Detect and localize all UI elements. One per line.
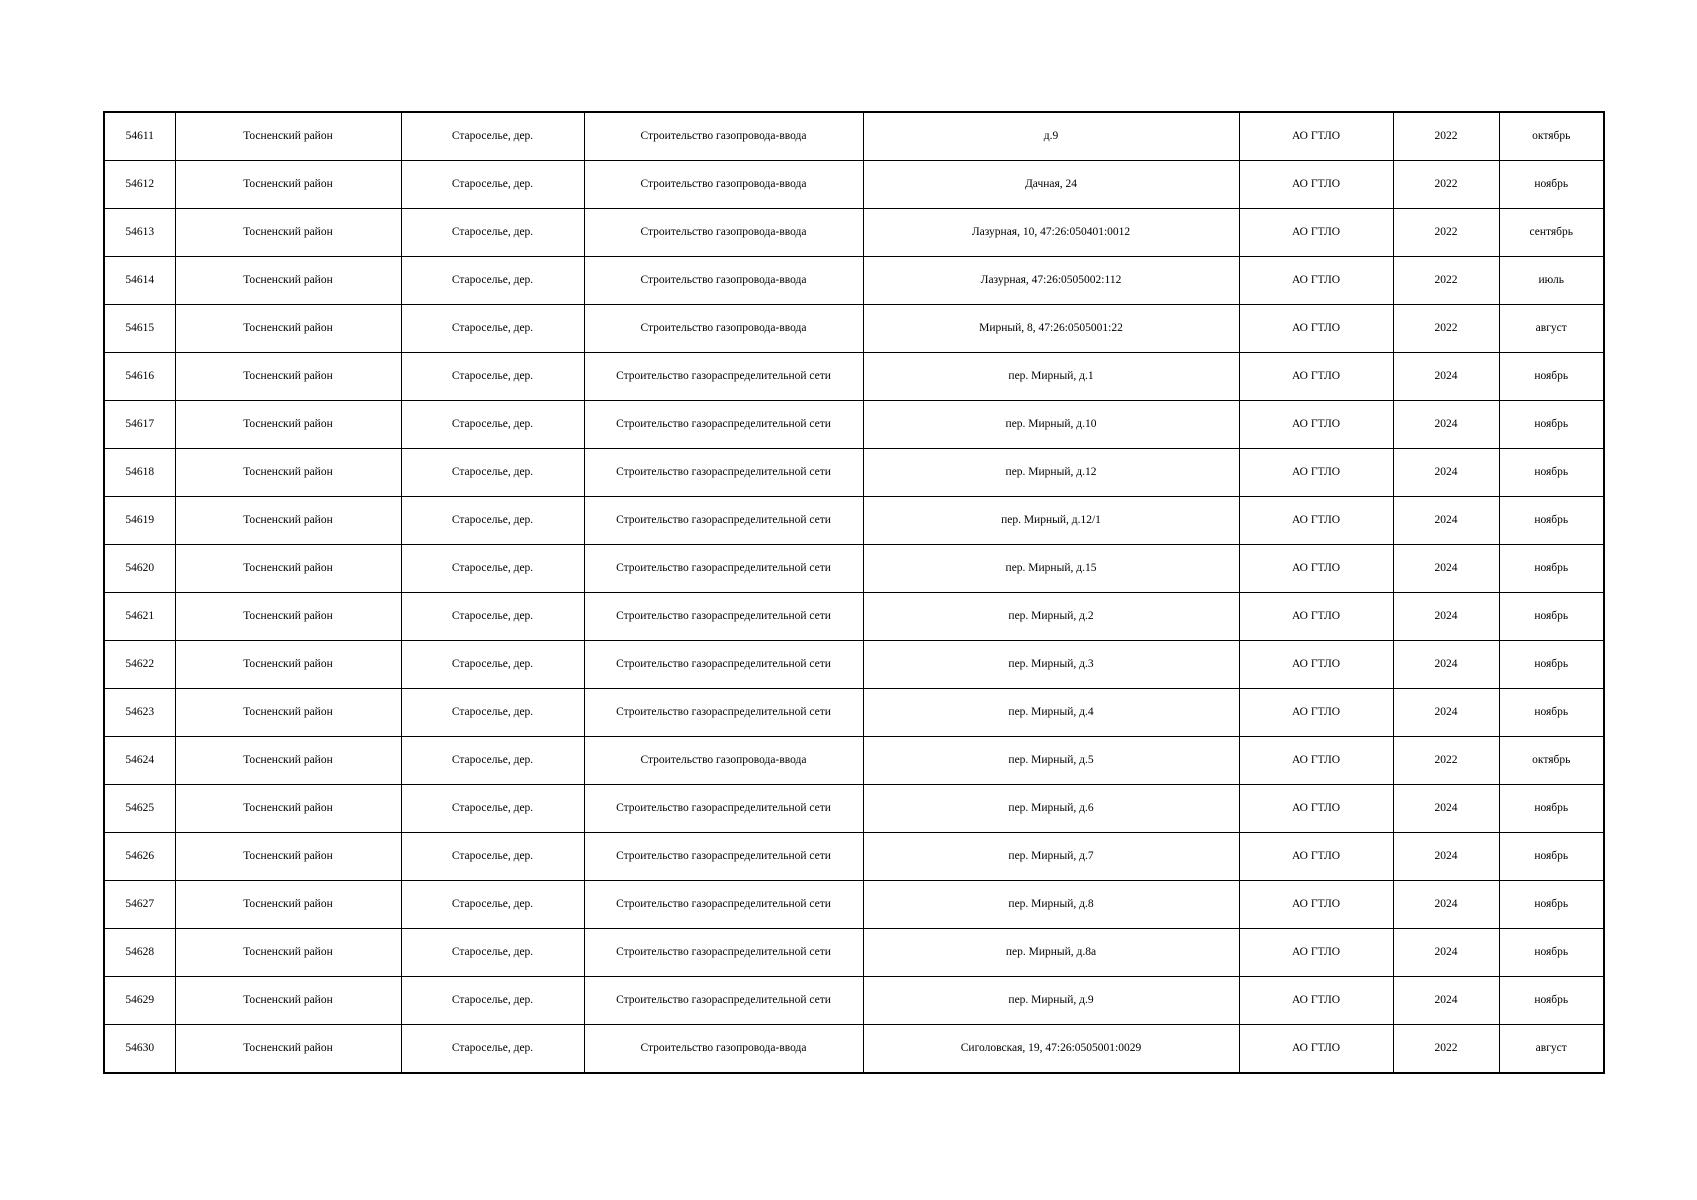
address-cell: Мирный, 8, 47:26:0505001:22	[863, 305, 1239, 353]
month-cell: август	[1499, 305, 1604, 353]
object-number-cell: 54614	[104, 257, 175, 305]
district-cell: Тосненский район	[175, 257, 401, 305]
organization-cell: АО ГТЛО	[1239, 497, 1393, 545]
settlement-cell: Староселье, дер.	[401, 209, 584, 257]
table-row	[104, 929, 1604, 977]
gasification-schedule-table	[103, 111, 1605, 1074]
organization-cell: АО ГТЛО	[1239, 401, 1393, 449]
table-row	[104, 641, 1604, 689]
settlement-cell: Староселье, дер.	[401, 881, 584, 929]
month-cell: ноябрь	[1499, 593, 1604, 641]
district-cell: Тосненский район	[175, 929, 401, 977]
table-row	[104, 881, 1604, 929]
settlement-cell: Староселье, дер.	[401, 1025, 584, 1074]
settlement-cell: Староселье, дер.	[401, 737, 584, 785]
address-cell: Лазурная, 10, 47:26:050401:0012	[863, 209, 1239, 257]
district-cell: Тосненский район	[175, 305, 401, 353]
work-type-cell: Строительство газопровода-ввода	[584, 257, 863, 305]
address-cell: пер. Мирный, д.4	[863, 689, 1239, 737]
address-cell: Дачная, 24	[863, 161, 1239, 209]
address-cell: пер. Мирный, д.15	[863, 545, 1239, 593]
organization-cell: АО ГТЛО	[1239, 881, 1393, 929]
settlement-cell: Староселье, дер.	[401, 449, 584, 497]
table-row	[104, 209, 1604, 257]
district-cell: Тосненский район	[175, 545, 401, 593]
object-number-cell: 54627	[104, 881, 175, 929]
year-cell: 2022	[1393, 209, 1499, 257]
work-type-cell: Строительство газораспределительной сети	[584, 977, 863, 1025]
table-row	[104, 689, 1604, 737]
settlement-cell: Староселье, дер.	[401, 305, 584, 353]
address-cell: пер. Мирный, д.3	[863, 641, 1239, 689]
object-number-cell: 54618	[104, 449, 175, 497]
object-number-cell: 54629	[104, 977, 175, 1025]
organization-cell: АО ГТЛО	[1239, 112, 1393, 161]
table-row	[104, 977, 1604, 1025]
month-cell: ноябрь	[1499, 545, 1604, 593]
work-type-cell: Строительство газопровода-ввода	[584, 1025, 863, 1074]
district-cell: Тосненский район	[175, 353, 401, 401]
work-type-cell: Строительство газораспределительной сети	[584, 593, 863, 641]
settlement-cell: Староселье, дер.	[401, 401, 584, 449]
table-row	[104, 161, 1604, 209]
year-cell: 2024	[1393, 929, 1499, 977]
work-type-cell: Строительство газораспределительной сети	[584, 401, 863, 449]
month-cell: ноябрь	[1499, 641, 1604, 689]
address-cell: пер. Мирный, д.10	[863, 401, 1239, 449]
month-cell: ноябрь	[1499, 833, 1604, 881]
organization-cell: АО ГТЛО	[1239, 161, 1393, 209]
month-cell: ноябрь	[1499, 161, 1604, 209]
address-cell: пер. Мирный, д.9	[863, 977, 1239, 1025]
month-cell: ноябрь	[1499, 785, 1604, 833]
month-cell: ноябрь	[1499, 689, 1604, 737]
district-cell: Тосненский район	[175, 977, 401, 1025]
object-number-cell: 54625	[104, 785, 175, 833]
district-cell: Тосненский район	[175, 497, 401, 545]
district-cell: Тосненский район	[175, 737, 401, 785]
work-type-cell: Строительство газораспределительной сети	[584, 545, 863, 593]
year-cell: 2024	[1393, 881, 1499, 929]
district-cell: Тосненский район	[175, 161, 401, 209]
object-number-cell: 54626	[104, 833, 175, 881]
settlement-cell: Староселье, дер.	[401, 497, 584, 545]
address-cell: пер. Мирный, д.7	[863, 833, 1239, 881]
table-row	[104, 1025, 1604, 1074]
month-cell: август	[1499, 1025, 1604, 1074]
year-cell: 2024	[1393, 497, 1499, 545]
organization-cell: АО ГТЛО	[1239, 785, 1393, 833]
district-cell: Тосненский район	[175, 641, 401, 689]
district-cell: Тосненский район	[175, 209, 401, 257]
table-row	[104, 353, 1604, 401]
object-number-cell: 54624	[104, 737, 175, 785]
district-cell: Тосненский район	[175, 112, 401, 161]
month-cell: сентябрь	[1499, 209, 1604, 257]
table-row	[104, 112, 1604, 161]
table-row	[104, 449, 1604, 497]
organization-cell: АО ГТЛО	[1239, 449, 1393, 497]
district-cell: Тосненский район	[175, 1025, 401, 1074]
district-cell: Тосненский район	[175, 401, 401, 449]
month-cell: октябрь	[1499, 112, 1604, 161]
object-number-cell: 54619	[104, 497, 175, 545]
table-body	[104, 112, 1604, 1073]
year-cell: 2022	[1393, 305, 1499, 353]
month-cell: ноябрь	[1499, 449, 1604, 497]
organization-cell: АО ГТЛО	[1239, 689, 1393, 737]
district-cell: Тосненский район	[175, 785, 401, 833]
settlement-cell: Староселье, дер.	[401, 641, 584, 689]
organization-cell: АО ГТЛО	[1239, 257, 1393, 305]
year-cell: 2024	[1393, 689, 1499, 737]
year-cell: 2024	[1393, 785, 1499, 833]
year-cell: 2024	[1393, 449, 1499, 497]
address-cell: пер. Мирный, д.12	[863, 449, 1239, 497]
organization-cell: АО ГТЛО	[1239, 833, 1393, 881]
work-type-cell: Строительство газораспределительной сети	[584, 353, 863, 401]
year-cell: 2024	[1393, 593, 1499, 641]
table-row	[104, 401, 1604, 449]
object-number-cell: 54620	[104, 545, 175, 593]
month-cell: ноябрь	[1499, 977, 1604, 1025]
organization-cell: АО ГТЛО	[1239, 929, 1393, 977]
work-type-cell: Строительство газораспределительной сети	[584, 641, 863, 689]
table-row	[104, 833, 1604, 881]
table-row	[104, 593, 1604, 641]
object-number-cell: 54621	[104, 593, 175, 641]
work-type-cell: Строительство газораспределительной сети	[584, 881, 863, 929]
month-cell: ноябрь	[1499, 497, 1604, 545]
district-cell: Тосненский район	[175, 689, 401, 737]
work-type-cell: Строительство газопровода-ввода	[584, 209, 863, 257]
table-row	[104, 497, 1604, 545]
address-cell: пер. Мирный, д.6	[863, 785, 1239, 833]
table-row	[104, 545, 1604, 593]
object-number-cell: 54615	[104, 305, 175, 353]
year-cell: 2024	[1393, 545, 1499, 593]
object-number-cell: 54616	[104, 353, 175, 401]
month-cell: ноябрь	[1499, 881, 1604, 929]
address-cell: пер. Мирный, д.2	[863, 593, 1239, 641]
address-cell: пер. Мирный, д.8а	[863, 929, 1239, 977]
year-cell: 2024	[1393, 353, 1499, 401]
organization-cell: АО ГТЛО	[1239, 1025, 1393, 1074]
year-cell: 2024	[1393, 833, 1499, 881]
table-row	[104, 305, 1604, 353]
work-type-cell: Строительство газопровода-ввода	[584, 305, 863, 353]
work-type-cell: Строительство газораспределительной сети	[584, 785, 863, 833]
year-cell: 2022	[1393, 257, 1499, 305]
address-cell: Сиголовская, 19, 47:26:0505001:0029	[863, 1025, 1239, 1074]
object-number-cell: 54611	[104, 112, 175, 161]
table-row	[104, 785, 1604, 833]
work-type-cell: Строительство газораспределительной сети	[584, 449, 863, 497]
settlement-cell: Староселье, дер.	[401, 353, 584, 401]
work-type-cell: Строительство газораспределительной сети	[584, 833, 863, 881]
work-type-cell: Строительство газораспределительной сети	[584, 689, 863, 737]
organization-cell: АО ГТЛО	[1239, 977, 1393, 1025]
settlement-cell: Староселье, дер.	[401, 977, 584, 1025]
organization-cell: АО ГТЛО	[1239, 353, 1393, 401]
work-type-cell: Строительство газораспределительной сети	[584, 497, 863, 545]
district-cell: Тосненский район	[175, 593, 401, 641]
work-type-cell: Строительство газораспределительной сети	[584, 929, 863, 977]
organization-cell: АО ГТЛО	[1239, 209, 1393, 257]
work-type-cell: Строительство газопровода-ввода	[584, 737, 863, 785]
month-cell: ноябрь	[1499, 401, 1604, 449]
address-cell: пер. Мирный, д.1	[863, 353, 1239, 401]
year-cell: 2022	[1393, 1025, 1499, 1074]
year-cell: 2022	[1393, 737, 1499, 785]
address-cell: пер. Мирный, д.5	[863, 737, 1239, 785]
month-cell: ноябрь	[1499, 353, 1604, 401]
settlement-cell: Староселье, дер.	[401, 929, 584, 977]
organization-cell: АО ГТЛО	[1239, 737, 1393, 785]
organization-cell: АО ГТЛО	[1239, 641, 1393, 689]
object-number-cell: 54623	[104, 689, 175, 737]
organization-cell: АО ГТЛО	[1239, 545, 1393, 593]
object-number-cell: 54630	[104, 1025, 175, 1074]
table-row	[104, 737, 1604, 785]
work-type-cell: Строительство газопровода-ввода	[584, 161, 863, 209]
district-cell: Тосненский район	[175, 833, 401, 881]
settlement-cell: Староселье, дер.	[401, 112, 584, 161]
month-cell: октябрь	[1499, 737, 1604, 785]
year-cell: 2024	[1393, 401, 1499, 449]
district-cell: Тосненский район	[175, 881, 401, 929]
month-cell: июль	[1499, 257, 1604, 305]
address-cell: пер. Мирный, д.8	[863, 881, 1239, 929]
year-cell: 2024	[1393, 641, 1499, 689]
settlement-cell: Староселье, дер.	[401, 161, 584, 209]
year-cell: 2024	[1393, 977, 1499, 1025]
work-type-cell: Строительство газопровода-ввода	[584, 112, 863, 161]
object-number-cell: 54622	[104, 641, 175, 689]
settlement-cell: Староселье, дер.	[401, 257, 584, 305]
settlement-cell: Староселье, дер.	[401, 545, 584, 593]
month-cell: ноябрь	[1499, 929, 1604, 977]
table-row	[104, 257, 1604, 305]
object-number-cell: 54617	[104, 401, 175, 449]
object-number-cell: 54612	[104, 161, 175, 209]
organization-cell: АО ГТЛО	[1239, 305, 1393, 353]
address-cell: пер. Мирный, д.12/1	[863, 497, 1239, 545]
year-cell: 2022	[1393, 112, 1499, 161]
year-cell: 2022	[1393, 161, 1499, 209]
district-cell: Тосненский район	[175, 449, 401, 497]
settlement-cell: Староселье, дер.	[401, 833, 584, 881]
address-cell: Лазурная, 47:26:0505002:112	[863, 257, 1239, 305]
organization-cell: АО ГТЛО	[1239, 593, 1393, 641]
settlement-cell: Староселье, дер.	[401, 689, 584, 737]
settlement-cell: Староселье, дер.	[401, 593, 584, 641]
object-number-cell: 54628	[104, 929, 175, 977]
settlement-cell: Староселье, дер.	[401, 785, 584, 833]
object-number-cell: 54613	[104, 209, 175, 257]
address-cell: д.9	[863, 112, 1239, 161]
